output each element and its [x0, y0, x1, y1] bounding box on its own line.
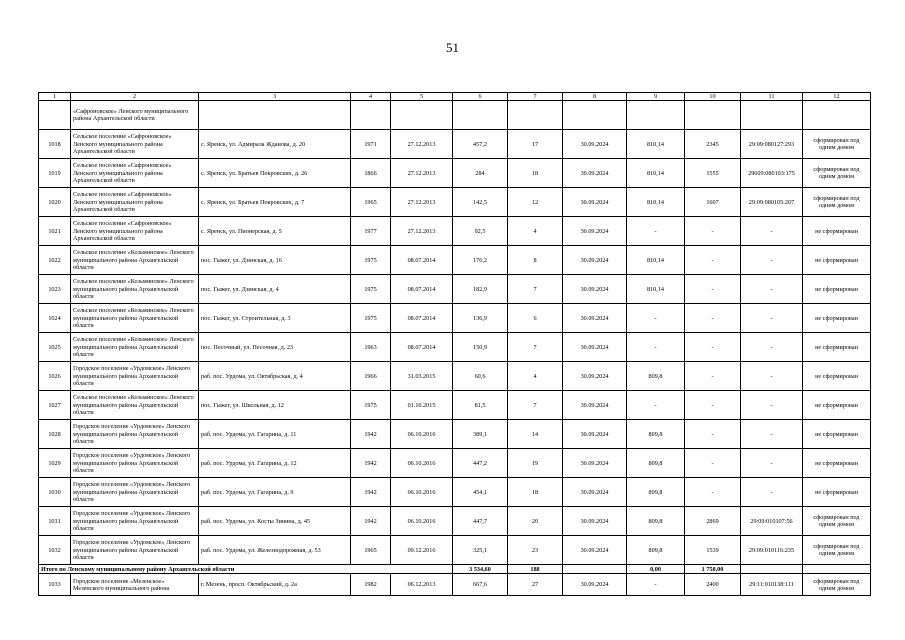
table-cell: раб. пос. Урдома, ул. Гагарина, д. 9 — [199, 478, 351, 507]
table-row — [39, 246, 871, 275]
table-cell: раб. пос. Урдома, ул. Гагарина, д. 11 — [199, 420, 351, 449]
table-cell: 06.10.2016 — [391, 449, 453, 478]
table-cell: не сформирован — [803, 420, 871, 449]
table-cell: 1019 — [39, 159, 71, 188]
table-cell: сформирован под одним домом — [803, 574, 871, 596]
table-cell: 29:09:080105:207 — [741, 188, 803, 217]
page-number: 51 — [446, 40, 459, 55]
table-cell: 27.12.2013 — [391, 188, 453, 217]
table-cell: 06.10.2016 — [391, 420, 453, 449]
total-label: Итого по Ленскому муниципальному району Архангельской области — [39, 565, 453, 574]
table-row — [39, 449, 871, 478]
table-row — [39, 159, 871, 188]
table-cell: - — [741, 420, 803, 449]
table-cell: 30.09.2024 — [563, 217, 627, 246]
table-cell: 1607 — [685, 188, 741, 217]
table-cell: с. Яренск, ул. Пионерская, д. 5 — [199, 217, 351, 246]
table-cell: 809,8 — [627, 420, 685, 449]
table-row — [39, 420, 871, 449]
table-cell: 92,5 — [453, 217, 508, 246]
table-cell: - — [685, 449, 741, 478]
table-cell: 08.07.2014 — [391, 246, 453, 275]
total-empty-cell — [741, 565, 803, 574]
table-cell: 1971 — [351, 130, 391, 159]
table-cell: 176,2 — [453, 246, 508, 275]
table-cell: - — [685, 362, 741, 391]
table-cell: 29:09:080127:293 — [741, 130, 803, 159]
table-cell: 2869 — [685, 507, 741, 536]
table-cell: сформирован под одним домом — [803, 188, 871, 217]
table-cell: раб. пос. Урдома, ул. Железнодорожная, д. 53 — [199, 536, 351, 565]
table-cell: 06.12.2013 — [391, 574, 453, 596]
table-row — [39, 217, 871, 246]
table-row — [39, 536, 871, 565]
table-cell: - — [741, 333, 803, 362]
table-cell: 7 — [508, 275, 563, 304]
table-cell: 1963 — [351, 333, 391, 362]
table-cell: не сформирован — [803, 391, 871, 420]
table-cell: 17 — [508, 130, 563, 159]
table-cell: - — [741, 478, 803, 507]
table-cell: - — [685, 420, 741, 449]
table-cell: 810,14 — [627, 159, 685, 188]
table-cell: г. Мезень, просп. Октябрьский, д. 2а — [199, 574, 351, 596]
table-cell: Сельское поселение «Козьминское» Ленского муниципального района Архангельской области — [71, 246, 199, 275]
table-row — [39, 507, 871, 536]
table-cell — [508, 101, 563, 130]
table-cell: Сельское поселение «Сафроновское» Ленского муниципального района Архангельской области — [71, 188, 199, 217]
table-cell: Городское поселение «Урдомское» Ленского муниципального района Архангельской области — [71, 478, 199, 507]
table-cell: 1022 — [39, 246, 71, 275]
table-cell: 1023 — [39, 275, 71, 304]
table-row — [39, 130, 871, 159]
table-cell: не сформирован — [803, 333, 871, 362]
table-cell: 1030 — [39, 478, 71, 507]
table-row — [39, 391, 871, 420]
table-cell: 284 — [453, 159, 508, 188]
table-cell: 1032 — [39, 536, 71, 565]
table-cell: не сформирован — [803, 478, 871, 507]
table-cell: 4 — [508, 217, 563, 246]
table-cell: 1539 — [685, 536, 741, 565]
table-cell: 1975 — [351, 246, 391, 275]
table-cell: 27.12.2013 — [391, 159, 453, 188]
table-cell: с. Яренск, ул. Адмирала Жданова, д. 20 — [199, 130, 351, 159]
table-cell: 809,8 — [627, 362, 685, 391]
table-cell: 447,7 — [453, 507, 508, 536]
table-row — [39, 304, 871, 333]
table-cell: 1031 — [39, 507, 71, 536]
table-cell: 667,6 — [453, 574, 508, 596]
table-cell: не сформирован — [803, 362, 871, 391]
table-cell: 4 — [508, 362, 563, 391]
total-area: 3 534,60 — [453, 565, 508, 574]
total-land-area: 1 750,00 — [685, 565, 741, 574]
table-cell: 1965 — [351, 188, 391, 217]
table-cell: 09.12.2016 — [391, 536, 453, 565]
table-cell: 30.09.2024 — [563, 304, 627, 333]
table-cell — [685, 101, 741, 130]
table-cell: 30.09.2024 — [563, 391, 627, 420]
table-cell: пос. Гыжег, ул. Строительная, д. 3 — [199, 304, 351, 333]
table-cell: Городское поселение «Урдомское» Ленского муниципального района Архангельской области — [71, 362, 199, 391]
table-cell: - — [741, 391, 803, 420]
column-header: 1 — [39, 93, 71, 101]
table-cell: - — [741, 449, 803, 478]
table-cell: 08.07.2014 — [391, 275, 453, 304]
table-cell: - — [685, 246, 741, 275]
table-cell: пос. Гыжег, ул. Школьная, д. 12 — [199, 391, 351, 420]
table-cell: - — [685, 333, 741, 362]
table-cell: - — [627, 391, 685, 420]
table-cell: Сельское поселение «Сафроновское» Ленского муниципального района Архангельской области — [71, 130, 199, 159]
table-cell: 457,2 — [453, 130, 508, 159]
table-cell: 1975 — [351, 304, 391, 333]
table-cell: 30.09.2024 — [563, 130, 627, 159]
table-cell: 30.09.2024 — [563, 275, 627, 304]
table-cell: 389,1 — [453, 420, 508, 449]
table-cell: 809,8 — [627, 536, 685, 565]
table-cell — [741, 101, 803, 130]
table-cell: не сформирован — [803, 217, 871, 246]
table-cell: - — [685, 391, 741, 420]
table-cell: - — [685, 304, 741, 333]
table-cell: Сельское поселение «Козьминское» Ленского муниципального района Архангельской области — [71, 333, 199, 362]
table-cell: 809,8 — [627, 449, 685, 478]
table-cell — [453, 101, 508, 130]
table-cell: 14 — [508, 420, 563, 449]
table-cell — [199, 101, 351, 130]
table-cell: раб. пос. Урдома, ул. Октябрьская, д. 4 — [199, 362, 351, 391]
table-cell: Сельское поселение «Сафроновское» Ленского муниципального района Архангельской области — [71, 159, 199, 188]
table-cell: 30.09.2024 — [563, 159, 627, 188]
table-cell: 810,14 — [627, 188, 685, 217]
table-cell: 20 — [508, 507, 563, 536]
table-cell: 325,1 — [453, 536, 508, 565]
table-cell: «Сафроновское» Ленского муниципального района Архангельской области — [71, 101, 199, 130]
total-empty-cell — [803, 565, 871, 574]
table-cell: 1977 — [351, 217, 391, 246]
table-cell: 1018 — [39, 130, 71, 159]
table-cell: - — [741, 275, 803, 304]
table-cell: 30.09.2024 — [563, 362, 627, 391]
table-cell: 08.07.2014 — [391, 333, 453, 362]
table-row — [39, 333, 871, 362]
table-cell: Сельское поселение «Козьминское» Ленского муниципального района Архангельской области — [71, 275, 199, 304]
table-cell: 1866 — [351, 159, 391, 188]
table-cell: 23 — [508, 536, 563, 565]
table-cell: 30.09.2024 — [563, 188, 627, 217]
total-residents: 188 — [508, 565, 563, 574]
table-cell: - — [627, 574, 685, 596]
table-cell: 18 — [508, 478, 563, 507]
table-cell: пос. Песочный, ул. Песочная, д. 23 — [199, 333, 351, 362]
table-cell: Городское поселение «Мезенское» Мезенского муниципального района — [71, 574, 199, 596]
table-cell: 1026 — [39, 362, 71, 391]
table-cell: 30.09.2024 — [563, 507, 627, 536]
table-row — [39, 101, 871, 130]
table-cell: 1024 — [39, 304, 71, 333]
table-cell: Сельское поселение «Козьминское» Ленского муниципального района Архангельской области — [71, 304, 199, 333]
table-cell: 809,8 — [627, 478, 685, 507]
table-cell: раб. пос. Урдома, ул. Косты Зинина, д. 45 — [199, 507, 351, 536]
table-cell: 447,2 — [453, 449, 508, 478]
table-cell: 1942 — [351, 420, 391, 449]
table-cell: 810,14 — [627, 275, 685, 304]
table-cell: 29:11:010138:111 — [741, 574, 803, 596]
table-cell — [627, 101, 685, 130]
table-row — [39, 574, 871, 596]
table-cell: Сельское поселение «Сафроновское» Ленского муниципального района Архангельской области — [71, 217, 199, 246]
table-cell: 1021 — [39, 217, 71, 246]
table-cell: 30.09.2024 — [563, 333, 627, 362]
column-header: 4 — [351, 93, 391, 101]
table-cell: 150,9 — [453, 333, 508, 362]
table-cell: 809,8 — [627, 507, 685, 536]
table-cell: 136,9 — [453, 304, 508, 333]
table-cell: 142,5 — [453, 188, 508, 217]
table-cell: 7 — [508, 333, 563, 362]
column-header: 2 — [71, 93, 199, 101]
table-cell: 81,5 — [453, 391, 508, 420]
table-cell — [391, 101, 453, 130]
table-cell: Городское поселение «Урдомское» Ленского муниципального района Архангельской области — [71, 449, 199, 478]
table-cell: 1029 — [39, 449, 71, 478]
table-cell: 30.09.2024 — [563, 420, 627, 449]
table-cell: 1028 — [39, 420, 71, 449]
table-cell: 1982 — [351, 574, 391, 596]
table-cell — [39, 101, 71, 130]
table-cell: 454,1 — [453, 478, 508, 507]
table-cell: 1975 — [351, 391, 391, 420]
table-cell: пос. Гыжег, ул. Дзинская, д. 4 — [199, 275, 351, 304]
table-cell: 1942 — [351, 449, 391, 478]
total-empty-cell — [563, 565, 627, 574]
table-cell: не сформирован — [803, 275, 871, 304]
table-cell: с. Яренск, ул. Братьев Покровских, д. 7 — [199, 188, 351, 217]
table-cell: сформирован под одним домом — [803, 159, 871, 188]
table-cell: 1942 — [351, 478, 391, 507]
table-cell: 06.10.2016 — [391, 507, 453, 536]
table-cell: 19 — [508, 449, 563, 478]
column-header: 10 — [685, 93, 741, 101]
table-cell: 31.03.2015 — [391, 362, 453, 391]
table-cell: - — [685, 217, 741, 246]
table-cell: 08.07.2014 — [391, 304, 453, 333]
table-cell: 1020 — [39, 188, 71, 217]
table-cell: 182,9 — [453, 275, 508, 304]
table-cell: сформирован под одним домом — [803, 130, 871, 159]
column-header: 8 — [563, 93, 627, 101]
table-cell: сформирован под одним домом — [803, 507, 871, 536]
total-row — [39, 565, 871, 574]
table-cell: 1975 — [351, 275, 391, 304]
table-cell: 2345 — [685, 130, 741, 159]
table-cell: - — [685, 478, 741, 507]
table-cell: не сформирован — [803, 304, 871, 333]
column-header: 6 — [453, 93, 508, 101]
housing-registry-table — [38, 92, 871, 596]
table-cell: 1025 — [39, 333, 71, 362]
table-cell: 30.09.2024 — [563, 246, 627, 275]
table-cell: 30.09.2024 — [563, 536, 627, 565]
table-cell: не сформирован — [803, 246, 871, 275]
table-cell: 7 — [508, 391, 563, 420]
table-row — [39, 362, 871, 391]
table-cell: 1555 — [685, 159, 741, 188]
table-cell: 2400 — [685, 574, 741, 596]
column-header: 12 — [803, 93, 871, 101]
column-number-row — [39, 93, 871, 101]
table-cell: раб. пос. Урдома, ул. Гагарина, д. 12 — [199, 449, 351, 478]
column-header: 5 — [391, 93, 453, 101]
table-cell: 810,14 — [627, 130, 685, 159]
table-cell: 29:09:010116:235 — [741, 536, 803, 565]
column-header: 7 — [508, 93, 563, 101]
table-cell: 29:09:010107:56 — [741, 507, 803, 536]
table-cell: 1965 — [351, 536, 391, 565]
table-cell: - — [627, 217, 685, 246]
table-cell: Городское поселение «Урдомское» Ленского муниципального района Архангельской области — [71, 507, 199, 536]
table-cell: сформирован под одним домом — [803, 536, 871, 565]
table-cell: 27.12.2013 — [391, 130, 453, 159]
table-cell — [351, 101, 391, 130]
table-cell: 1027 — [39, 391, 71, 420]
table-row — [39, 188, 871, 217]
table-cell: - — [685, 275, 741, 304]
column-header: 3 — [199, 93, 351, 101]
table-cell: 6 — [508, 304, 563, 333]
column-header: 11 — [741, 93, 803, 101]
table-row — [39, 478, 871, 507]
table-cell: 01.10.2015 — [391, 391, 453, 420]
table-cell: 60,6 — [453, 362, 508, 391]
table-cell: 810,14 — [627, 246, 685, 275]
table-cell: 30.09.2024 — [563, 574, 627, 596]
table-cell: 27.12.2013 — [391, 217, 453, 246]
table-cell: 1033 — [39, 574, 71, 596]
table-body — [39, 101, 871, 596]
table-cell: Сельское поселение «Козьминское» Ленского муниципального района Архангельской области — [71, 391, 199, 420]
table-cell: - — [741, 362, 803, 391]
table-cell: пос. Гыжег, ул. Дзинская, д. 16 — [199, 246, 351, 275]
table-cell — [563, 101, 627, 130]
table-cell — [803, 101, 871, 130]
table-cell: Городское поселение «Урдомское» Ленского муниципального района Архангельской области — [71, 536, 199, 565]
table-cell: 29609:080103:175 — [741, 159, 803, 188]
table-cell: 27 — [508, 574, 563, 596]
total-cost: 0,00 — [627, 565, 685, 574]
table-cell: 1942 — [351, 507, 391, 536]
table-cell: 18 — [508, 159, 563, 188]
table-row — [39, 275, 871, 304]
table-cell: 30.09.2024 — [563, 449, 627, 478]
table-cell: - — [741, 217, 803, 246]
table-cell: 1966 — [351, 362, 391, 391]
table-cell: - — [741, 304, 803, 333]
table-cell: 30.09.2024 — [563, 478, 627, 507]
table-cell: Городское поселение «Урдомское» Ленского муниципального района Архангельской области — [71, 420, 199, 449]
column-header: 9 — [627, 93, 685, 101]
table-cell: - — [627, 304, 685, 333]
table-cell: с. Яренск, ул. Братьев Покровских, д. 26 — [199, 159, 351, 188]
table-cell: не сформирован — [803, 449, 871, 478]
table-cell: 8 — [508, 246, 563, 275]
table-cell: - — [627, 333, 685, 362]
table-cell: 12 — [508, 188, 563, 217]
table-cell: - — [741, 246, 803, 275]
table-cell: 06.10.2016 — [391, 478, 453, 507]
